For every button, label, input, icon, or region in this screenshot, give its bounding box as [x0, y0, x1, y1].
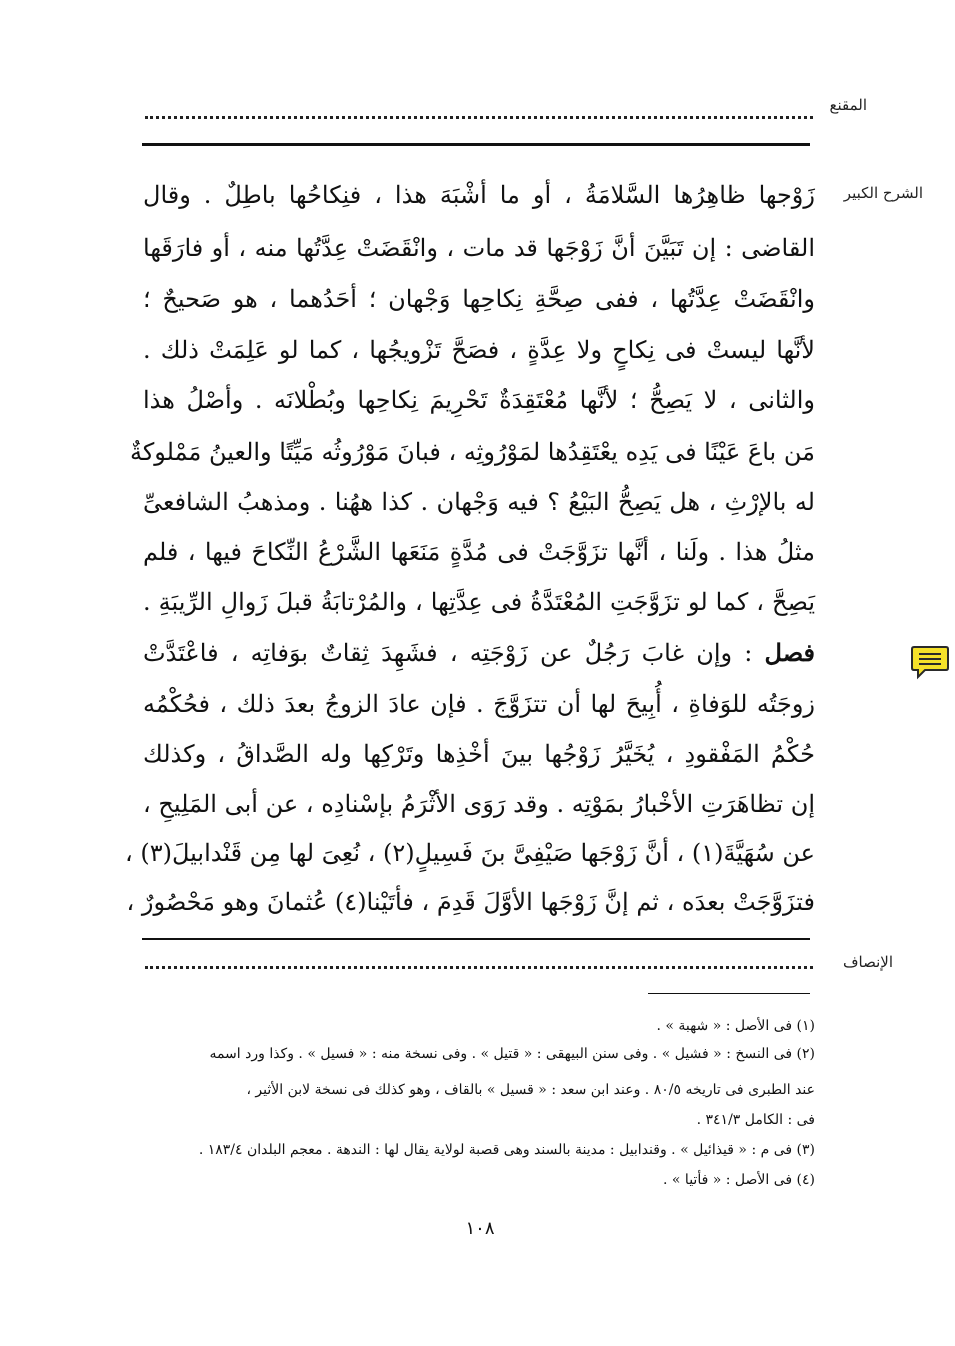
text-line: له بالإرْثِ ، هل يَصِحُّ البَيْعُ ؟ فيه وَجْهان . كذا ههُنا . ومذهبُ الشافعىِّ	[143, 488, 815, 516]
footnote: عند الطبرى فى تاريخه ٨٠/٥ . وعند ابن سعد : « قسيل » بالقاف ، وهو كذلك فى نسخة لابن الأثير ،	[246, 1082, 815, 1098]
text-line: وانْقَضَتْ عِدَّتُها ، ففى صِحَّةِ نِكاحِها وَجْهان ؛ أحَدُهما ، هو صَحيحٌ ؛	[143, 285, 815, 313]
text-line: يَصِحَّ ، كما لو تزَوَّجَتِ المُعْتَدَّةُ فى عِدَّتِها ، والمُرْتابَةُ قبلَ زَوالِ الرِّيبَةِ .	[143, 588, 815, 616]
footnote-separator	[648, 993, 810, 994]
book-title: المقنع	[829, 96, 867, 114]
bottom-dotted-rule	[145, 966, 813, 969]
footnote: (١) فى الأصل : « شهبة » .	[656, 1018, 815, 1034]
footnote: فى : الكامل ٣٤١/٣ .	[696, 1112, 815, 1128]
comment-icon[interactable]	[910, 644, 950, 680]
commentary-title: الشرح الكبير	[843, 184, 923, 202]
text-line: فتزَوَّجَتْ بعدَه ، ثم إنَّ زَوْجَها الأوَّلَ قَدِمَ ، فأتَيْنا(٤) عُثمانَ وهو مَحْصُورٌ ،	[126, 888, 815, 916]
text-line: لأنَّها ليستْ فى نِكاحٍ ولا عِدَّةٍ ، فصَحَّ تَزْويجُها ، كما لو عَلِمَتْ ذلك .	[143, 336, 815, 364]
bottom-solid-rule	[142, 938, 810, 940]
text-line: إن تظاهَرَتِ الأخْبارُ بمَوْتِه . وقد رَوَى الأثْرَمُ بإسْنادِه ، عن أبى المَلِيحِ ،	[143, 790, 815, 818]
footnote: (٢) فى النسخ : « فشيل » . وفى سنن البيهقى : « قتيل » . وفى نسخة منه : « فسيل » . وكذا ورد اسمه	[209, 1046, 815, 1062]
text-line: مثلُ هذا . ولَنا ، أنَّها تزَوَّجَتْ فى مُدَّةٍ مَنَعَها الشَّرْعُ النِّكاحَ فيها ، فلم	[143, 538, 815, 566]
text-line: القاضى : إن تَبَيَّنَ أنَّ زَوْجَها قد مات ، وانْقَضَتْ عِدَّتُها منه ، أو فارَقَها	[143, 234, 815, 262]
fasl-line	[143, 638, 815, 668]
footnote: (٣) فى م : « قيذائيل » . وقندابيل : مدينة بالسند وهى قصبة لولاية يقال لها : الندهة . معجم البلدان ١٨٣/٤ .	[198, 1142, 815, 1158]
text-line: حُكْمُ المَفْقودِ ، يُخَيَّرُ زَوْجُها بينَ أخْذِها وتَرْكِها وله الصَّداقُ ، وكذلك	[143, 740, 815, 768]
section-heading: فصل	[764, 638, 815, 667]
text-line: زَوْجها ظاهِرُها السَّلامَةُ ، أو ما أشْبَهَ هذا ، فنِكاحُها باطِلٌ . وقال	[143, 181, 815, 209]
text-line-rest: : وإن غابَ رَجُلٌ عن زَوْجَتِه ، فشَهِدَ ثِقاتٌ بوَفاتِه ، فاعْتَدَّتْ	[143, 639, 753, 667]
page-number: ١٠٨	[465, 1218, 495, 1239]
header-solid-rule	[142, 143, 810, 146]
text-line: عن سُهَيَّةَ(١) ، أنَّ زَوْجَها صَيْفِىَّ بنَ فَسِيلٍ(٢) ، نُعِىَ لها مِن قَنْدابيلَ(٣) ،	[124, 839, 815, 867]
bottom-title: الإنصاف	[842, 953, 893, 971]
text-line: والثانى ، لا يَصِحُّ ؛ لأنَّها مُعْتَقِدَةٌ تَحْرِيمَ نِكاحِها وبُطْلانَه . وأصْلُ هذا	[143, 386, 815, 414]
text-line: مَن باعَ عَيْنًا فى يَدِه يعْتَقِدُها لمَوْرُوثِه ، فبانَ مَوْرُوثُه مَيِّتًا والعينُ مَمْلوكةٌ	[129, 438, 815, 466]
text-line: زوجَتُه للوَفاةِ ، أُبِيحَ لها أن تتزَوَّجَ . فإن عادَ الزوجُ بعدَ ذلك ، فحُكْمُه	[143, 690, 815, 718]
header-dotted-rule	[145, 116, 813, 119]
footnote: (٤) فى الأصل : « فأتيا » .	[663, 1172, 815, 1188]
